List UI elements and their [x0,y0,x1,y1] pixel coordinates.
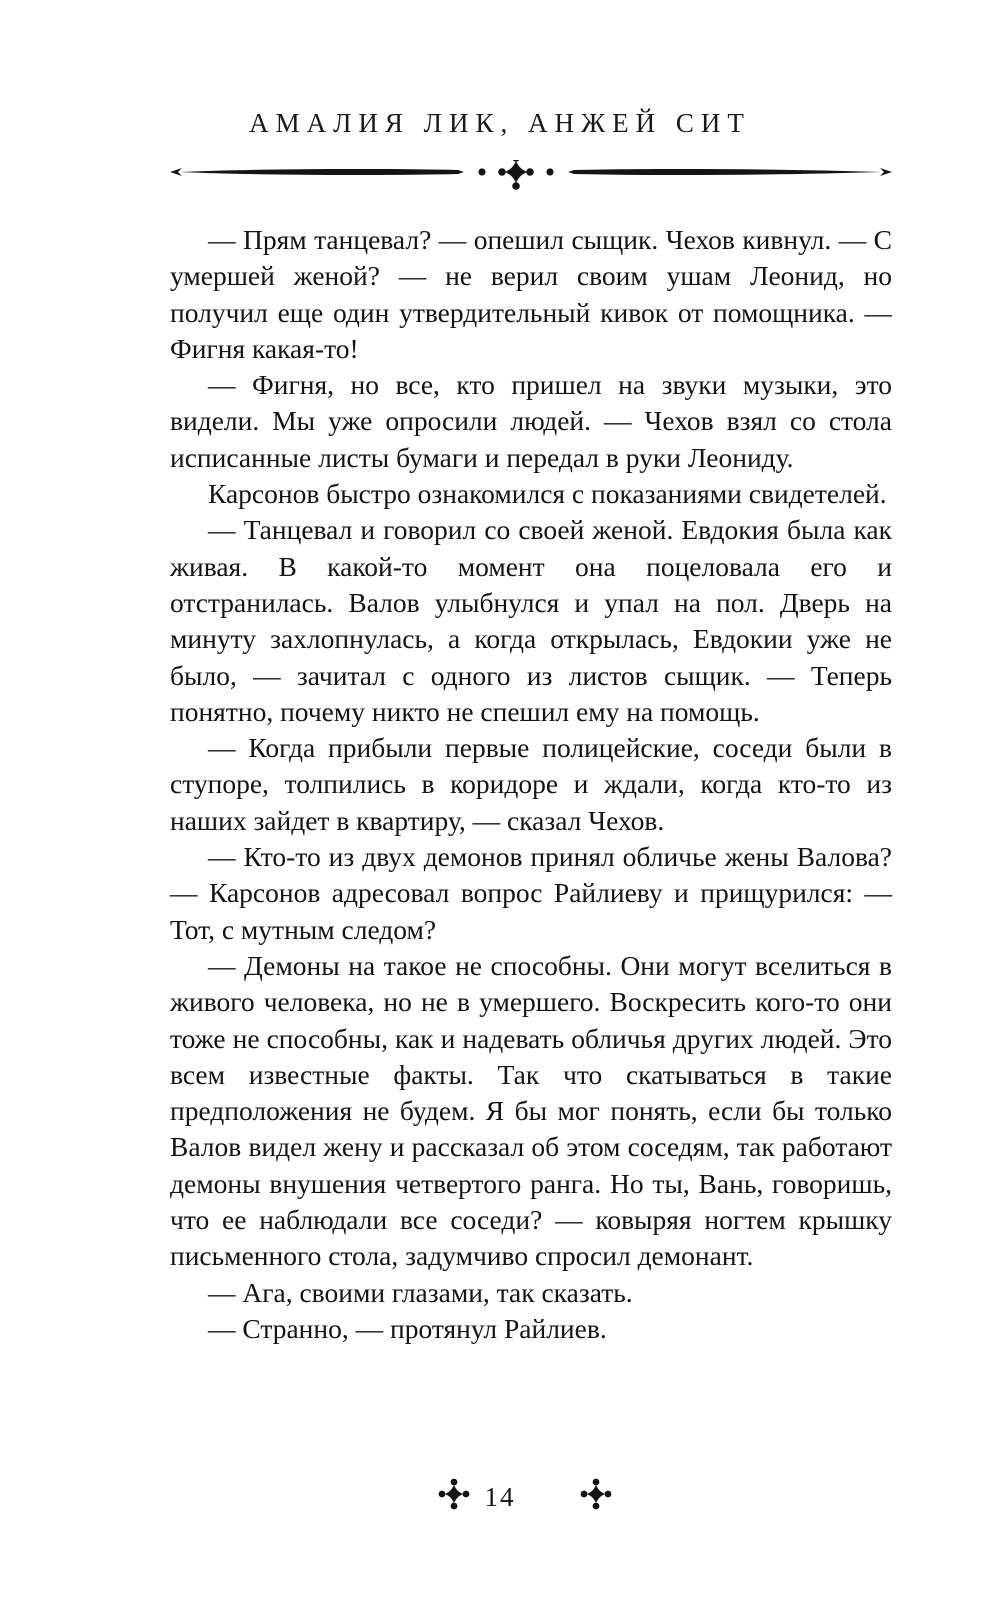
paragraph: — Танцевал и говорил со своей женой. Евдокия была как живая. В какой-то момент она поцеловала его и отстранилась. Валов улыбнулся и упал на пол. Дверь на минуту захлопнулась, а когда открылась, Евдокии уже не было, — зачитал с одного из листов сыщик. — Теперь понятно, почему никто не спешил ему на помощь. [170,514,892,727]
paragraph: — Фигня, но все, кто пришел на звуки музыки, это видели. Мы уже опросили людей. — Чехов взял со стола исписанные листы бумаги и передал в руки Леониду. [170,369,892,473]
paragraph: — Кто-то из двух демонов принял обличье жены Валова? — Карсонов адресовал вопрос Райлиеву и прищурился: — Тот, с мутным следом? [170,841,892,945]
running-head: АМАЛИЯ ЛИК, АНЖЕЙ СИТ [249,108,751,138]
paragraph: — Демоны на такое не способны. Они могут вселиться в живого человека, но не в умершего. Воскресить кого-то они тоже не способны, как и надевать обличья других людей. Это всем известные факты. Так что скатываться в такие предположения не будем. Я бы мог понять, если бы только Валов видел жену и рассказал об этом соседям, так работают демоны внушения четвертого ранга. Но ты, Вань, говоришь, что ее наблюдали все соседи? — ковыряя ногтем крышку письменного стола, задумчиво спросил демонант. [170,949,892,1272]
paragraph: — Ага, своими глазами, так сказать. [208,1276,633,1308]
body-text [170,222,892,1347]
paragraph: — Странно, — протянул Райлиев. [208,1312,607,1344]
cross-flourish-rule-icon [168,160,894,200]
paragraph: Карсонов быстро ознакомился с показаниями свидетелей. [208,478,887,510]
right-cross-ornament-icon [580,1478,612,1510]
paragraph: — Прям танцевал? — опешил сыщик. Чехов кивнул. — С умершей женой? — не верил своим ушам Леонид, но получил еще один утвердительный кивок от помощника. — Фигня какая-то! [170,224,892,364]
page-footer [0,1478,1000,1518]
paragraph: — Когда прибыли первые полицейские, соседи были в ступоре, толпились в коридоре и ждали, когда кто-то из наших зайдет в квартиру, — сказал Чехов. [170,732,892,836]
page-number: 14 [484,1482,516,1512]
